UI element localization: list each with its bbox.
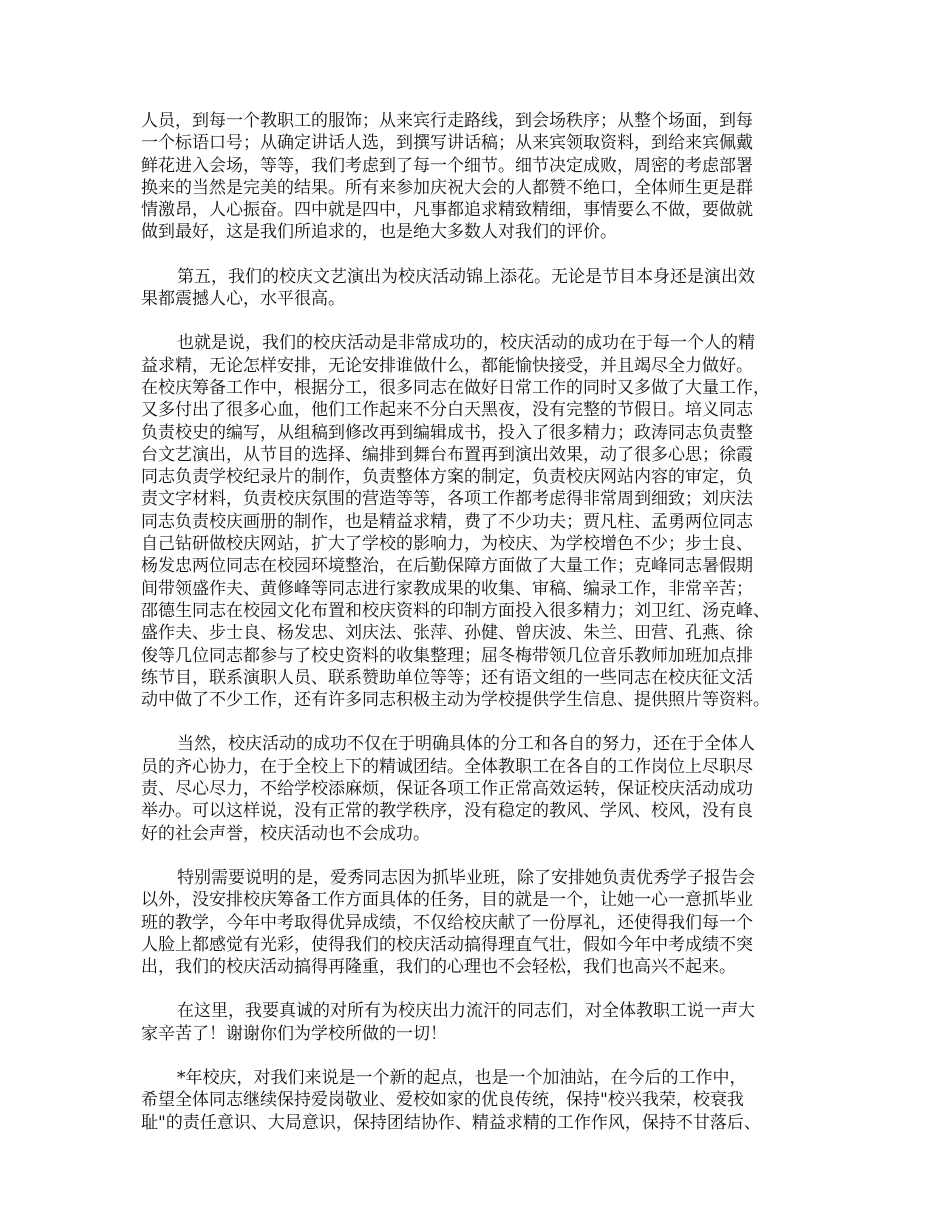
- text-line: 第五，我们的校庆文艺演出为校庆活动锦上添花。无论是节目本身还是演出效: [177, 266, 755, 287]
- text-line: 台文艺演出，从节目的选择、编排到舞台布置再到演出效果，动了很多心思；徐霞: [141, 444, 753, 465]
- text-line: 员的齐心协力，在于全校上下的精诚团结。全体教职工在各自的工作岗位上尽职尽: [141, 756, 753, 777]
- text-line: 特别需要说明的是，爱秀同志因为抓毕业班，除了安排她负责优秀学子报告会: [177, 867, 755, 888]
- paragraph-1: [141, 110, 821, 244]
- text-line: 俊等几位同志都参与了校史资料的收集整理；屈冬梅带领几位音乐教师加班加点排: [141, 645, 753, 666]
- text-line: 练节目，联系演职人员、联系赞助单位等等；还有语文组的一些同志在校庆征文活: [141, 667, 753, 688]
- text-line: 鲜花进入会场，等等，我们考虑到了每一个细节。细节决定成败，周密的考虑部署: [141, 155, 753, 176]
- text-line: 人脸上都感觉有光彩，使得我们的校庆活动搞得理直气壮，假如今年中考成绩不突: [141, 934, 753, 955]
- text-line: 益求精，无论怎样安排，无论安排谁做什么，都能愉快接受，并且竭尽全力做好。: [141, 355, 753, 376]
- text-line: *年校庆，对我们来说是一个新的起点，也是一个加油站，在今后的工作中，: [177, 1067, 747, 1088]
- text-line: 班的教学，今年中考取得优异成绩，不仅给校庆献了一份厚礼，还使得我们每一个: [141, 912, 753, 933]
- text-line: 当然，校庆活动的成功不仅在于明确具体的分工和各自的努力，还在于全体人: [177, 734, 755, 755]
- text-line: 好的社会声誉，校庆活动也不会成功。: [141, 823, 430, 844]
- text-line: 动中做了不少工作，还有许多同志积极主动为学校提供学生信息、提供照片等资料。: [141, 690, 770, 711]
- text-line: 情激昂，人心振奋。四中就是四中，凡事都追求精致精细，事情要么不做，要做就: [141, 200, 753, 221]
- text-line: 也就是说，我们的校庆活动是非常成功的，校庆活动的成功在于每一个人的精: [177, 333, 755, 354]
- text-line: 同志负责学校纪录片的制作，负责整体方案的制定，负责校庆网站内容的审定，负: [141, 467, 753, 488]
- text-line: 人员，到每一个教职工的服饰；从来宾行走路线，到会场秩序；从整个场面，到每: [141, 111, 753, 131]
- text-line: 希望全体同志继续保持爱岗敬业、爱校如家的优良传统，保持"校兴我荣，校衰我: [141, 1090, 744, 1111]
- paragraph-3: [141, 332, 821, 711]
- text-line: 举办。可以这样说，没有正常的教学秩序，没有稳定的教风、学风、校风，没有良: [141, 801, 753, 822]
- text-line: 以外，没安排校庆筹备工作方面具体的任务，目的就是一个，让她一心一意抓毕业: [141, 890, 753, 911]
- paragraph-2: [141, 266, 821, 311]
- text-line: 负责校史的编写，从组稿到修改再到编辑成书，投入了很多精力；政涛同志负责整: [141, 422, 753, 443]
- text-line: 责、尽心尽力，不给学校添麻烦，保证各项工作正常高效运转，保证校庆活动成功: [141, 779, 753, 800]
- text-line: 做到最好，这是我们所追求的，也是绝大多数人对我们的评价。: [141, 222, 617, 243]
- text-line: 盛作夫、步士良、杨发忠、刘庆法、张萍、孙健、曾庆波、朱兰、田营、孔燕、徐: [141, 623, 753, 644]
- text-line: 家辛苦了！谢谢你们为学校所做的一切！: [141, 1023, 447, 1044]
- text-line: 耻"的责任意识、大局意识，保持团结协作、精益求精的工作作风，保持不甘落后、: [141, 1112, 761, 1133]
- text-line: 又多付出了很多心血，他们工作起来不分白天黑夜，没有完整的节假日。培义同志: [141, 400, 753, 421]
- text-line: 间带领盛作夫、黄修峰等同志进行家教成果的收集、审稿、编录工作，非常辛苦；: [141, 578, 753, 599]
- text-line: 自己钻研做校庆网站，扩大了学校的影响力，为校庆、为学校增色不少；步士良、: [141, 534, 753, 555]
- text-line: 杨发忠两位同志在校园环境整治，在后勤保障方面做了大量工作；克峰同志暑假期: [141, 556, 753, 577]
- text-line: 责文字材料，负责校庆氛围的营造等等，各项工作都考虑得非常周到细致；刘庆法: [141, 489, 753, 510]
- text-line: 在这里，我要真诚的对所有为校庆出力流汗的同志们，对全体教职工说一声大: [177, 1001, 755, 1022]
- text-line: 一个标语口号；从确定讲话人选，到撰写讲话稿；从来宾领取资料，到给来宾佩戴: [141, 133, 753, 154]
- paragraph-7: [141, 1067, 821, 1134]
- document-page: [141, 110, 821, 1134]
- text-line: 换来的当然是完美的结果。所有来参加庆祝大会的人都赞不绝口，全体师生更是群: [141, 177, 753, 198]
- text-line: 果都震撼人心，水平很高。: [141, 289, 345, 310]
- paragraph-4: [141, 733, 821, 844]
- text-line: 邵德生同志在校园文化布置和校庆资料的印制方面投入很多精力；刘卫红、汤克峰、: [141, 600, 770, 621]
- paragraph-6: [141, 1000, 821, 1045]
- text-line: 同志负责校庆画册的制作，也是精益求精，费了不少功夫；贾凡柱、孟勇两位同志: [141, 511, 753, 532]
- text-line: 在校庆筹备工作中，根据分工，很多同志在做好日常工作的同时又多做了大量工作，: [141, 377, 770, 398]
- text-line: 出，我们的校庆活动搞得再隆重，我们的心理也不会轻松，我们也高兴不起来。: [141, 957, 736, 978]
- paragraph-5: [141, 867, 821, 978]
